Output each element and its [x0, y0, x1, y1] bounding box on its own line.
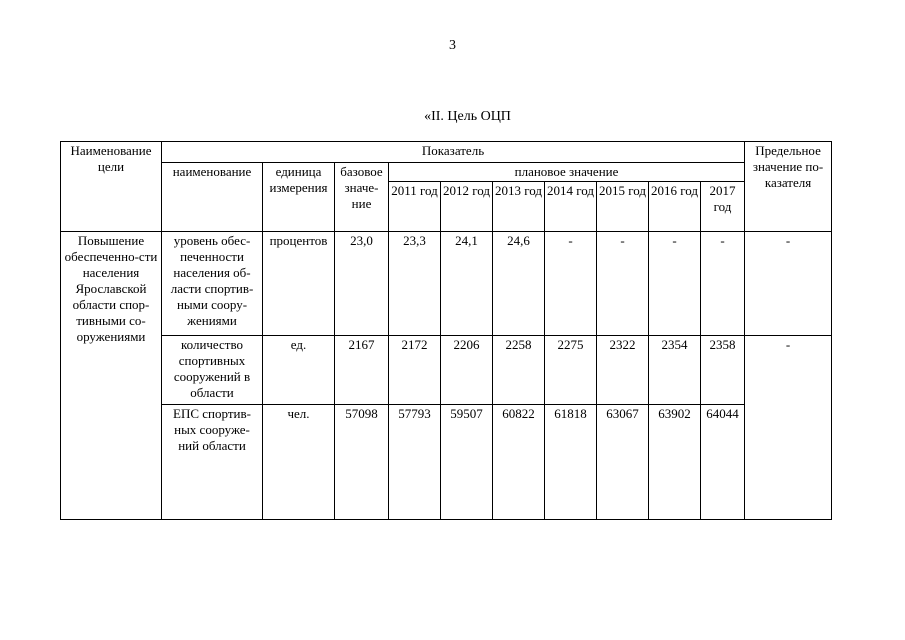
- header-year: 2016 год: [649, 182, 701, 232]
- table-row: [61, 232, 832, 336]
- plan-value: 24,6: [493, 232, 545, 336]
- plan-value: -: [649, 232, 701, 336]
- header-year: 2013 год: [493, 182, 545, 232]
- goal-name: Повышение обеспеченно-сти населения Ярославской области спор-тивными со-оружениями: [61, 232, 162, 520]
- base-value: 2167: [335, 336, 389, 405]
- indicator-unit: процентов: [263, 232, 335, 336]
- header-base: базовое значе-ние: [335, 163, 389, 232]
- indicator-name: количество спортивных сооружений в области: [162, 336, 263, 405]
- plan-value: 2258: [493, 336, 545, 405]
- header-year: 2017 год: [701, 182, 745, 232]
- plan-value: -: [597, 232, 649, 336]
- indicator-unit: ед.: [263, 336, 335, 405]
- header-unit: единица измерения: [263, 163, 335, 232]
- indicator-unit: чел.: [263, 405, 335, 520]
- indicator-name: ЕПС спортив-ных сооруже-ний области: [162, 405, 263, 520]
- plan-value: 59507: [441, 405, 493, 520]
- header-limit: Предельное значение по-казателя: [745, 142, 832, 232]
- plan-value: 2172: [389, 336, 441, 405]
- page-number: 3: [449, 38, 456, 53]
- plan-value: 63067: [597, 405, 649, 520]
- header-year: 2011 год: [389, 182, 441, 232]
- table-row: [61, 336, 832, 405]
- plan-value: -: [545, 232, 597, 336]
- plan-value: 2358: [701, 336, 745, 405]
- base-value: 57098: [335, 405, 389, 520]
- header-year: 2015 год: [597, 182, 649, 232]
- plan-value: 2354: [649, 336, 701, 405]
- plan-value: 61818: [545, 405, 597, 520]
- goal-indicators-table: [60, 141, 832, 520]
- plan-value: 23,3: [389, 232, 441, 336]
- plan-value: 57793: [389, 405, 441, 520]
- header-year: 2012 год: [441, 182, 493, 232]
- plan-value: 63902: [649, 405, 701, 520]
- header-indicator: Показатель: [162, 142, 745, 163]
- plan-value: 2275: [545, 336, 597, 405]
- header-planned: плановое значение: [389, 163, 745, 182]
- section-title: «II. Цель ОЦП: [424, 109, 511, 124]
- plan-value: 2322: [597, 336, 649, 405]
- plan-value: 60822: [493, 405, 545, 520]
- plan-value: 64044: [701, 405, 745, 520]
- header-year: 2014 год: [545, 182, 597, 232]
- table-row: [61, 405, 832, 520]
- plan-value: -: [701, 232, 745, 336]
- indicator-name: уровень обес-печенности населения об-ласти спортив-ными соору-жениями: [162, 232, 263, 336]
- plan-value: 24,1: [441, 232, 493, 336]
- header-goal-name: Наименование цели: [61, 142, 162, 232]
- plan-value: 2206: [441, 336, 493, 405]
- limit-value: -: [745, 336, 832, 520]
- limit-value: -: [745, 232, 832, 336]
- base-value: 23,0: [335, 232, 389, 336]
- header-name: наименование: [162, 163, 263, 232]
